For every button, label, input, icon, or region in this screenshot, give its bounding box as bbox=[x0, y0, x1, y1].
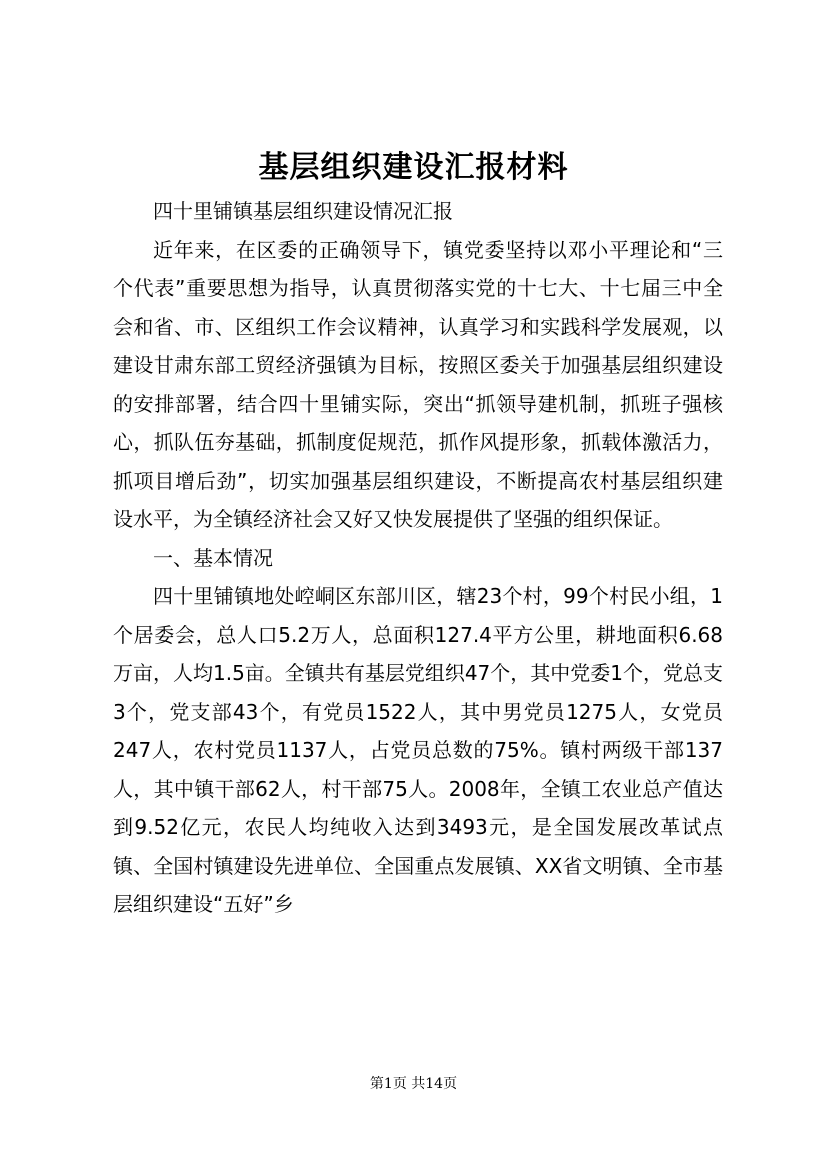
document-body bbox=[113, 192, 723, 924]
section-heading: 一、基本情况 bbox=[153, 545, 273, 570]
basic-info-paragraph: 四十里铺镇地处崆峒区东部川区，辖23个村，99个村民小组，1个居委会，总人口5.2万人，总面积127.4平方公里，耕地面积6.68万亩，人均1.5亩。全镇共有基层党组织47个，其中党委1个，党总支3个，党支部43个，有党员1522人，其中男党员1275人，女党员247人，农村党员1137人，占党员总数的75%。镇村两级干部137人，其中镇干部62人，村干部75人。2008年，全镇工农业总产值达到9.52亿元，农民人均纯收入达到3493元，是全国发展改革试点镇、全国村镇建设先进单位、全国重点发展镇、XX省文明镇、全市基层组织建设“五好”乡 bbox=[113, 584, 723, 916]
subtitle-paragraph: 四十里铺镇基层组织建设情况汇报 bbox=[153, 199, 453, 223]
intro-paragraph: 近年来，在区委的正确领导下，镇党委坚持以邓小平理论和“三个代表”重要思想为指导，认真贯彻落实党的十七大、十七届三中全会和省、市、区组织工作会议精神，认真学习和实践科学发展观，以建设甘肃东部工贸经济强镇为目标，按照区委关于加强基层组织建设的安排部署，结合四十里铺实际，突出“抓领导建机制，抓班子强核心，抓队伍夯基础，抓制度促规范，抓作风提形象，抓载体激活力，抓项目增后劲”，切实加强基层组织建设，不断提高农村基层组织建设水平，为全镇经济社会又好又快发展提供了坚强的组织保证。 bbox=[113, 237, 723, 531]
document-title: 基层组织建设汇报材料 bbox=[258, 150, 569, 185]
page-footer: 第1页 共14页 bbox=[369, 1076, 458, 1092]
